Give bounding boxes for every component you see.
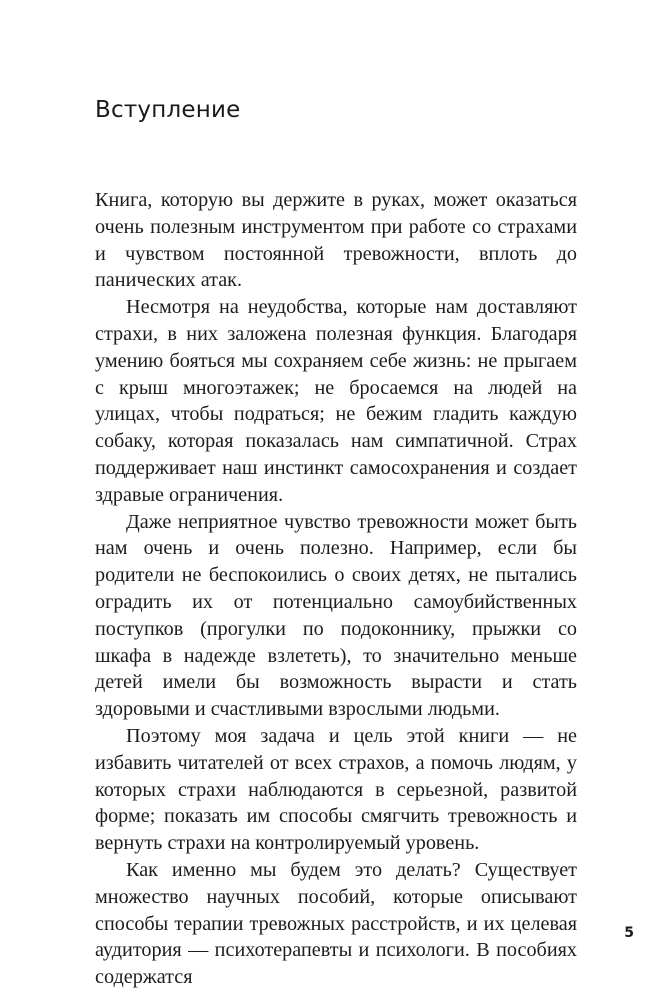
chapter-title: Вступление [95,97,241,123]
page-number: 5 [624,925,634,941]
paragraph-3: Даже неприятное чувство тревожности может быть нам очень и очень полезно. Например, если бы родители не беспокоились о своих детях, не пытались оградить их от потенциально самоубийственных поступков (прогулки по подоконнику, прыжки со шкафа в надежде взлететь), то значительно меньше детей имели бы возможность вырасти и стать здоровыми и счастливыми взрослыми людьми. [95,510,577,721]
chapter-body [95,187,577,991]
paragraph-1: Книга, которую вы держите в руках, может оказаться очень полезным инструментом при работе со страхами и чувством постоянной тревожности, вплоть до панических атак. [95,189,577,292]
paragraph-5: Как именно мы будем это делать? Существует множество научных пособий, которые описывают способы терапии тревожных расстройств, и их целевая аудитория — психотерапевты и психологи. В пособиях содержатся [95,858,577,989]
paragraph-4: Поэтому моя задача и цель этой книги — не избавить читателей от всех страхов, а помочь людям, у которых страхи наблюдаются в серьезной, развитой форме; показать им способы смягчить тревожность и вернуть страхи на контролируемый уровень. [95,724,577,855]
paragraph-2: Несмотря на неудобства, которые нам доставляют страхи, в них заложена полезная функция. Благодаря умению бояться мы сохраняем себе жизнь: не прыгаем с крыш многоэтажек; не бросаемся на людей на улицах, чтобы подраться; не бежим гладить каждую собаку, которая показалась нам симпатичной. Страх поддерживает наш инстинкт самосохранения и создает здравые ограничения. [95,296,577,506]
